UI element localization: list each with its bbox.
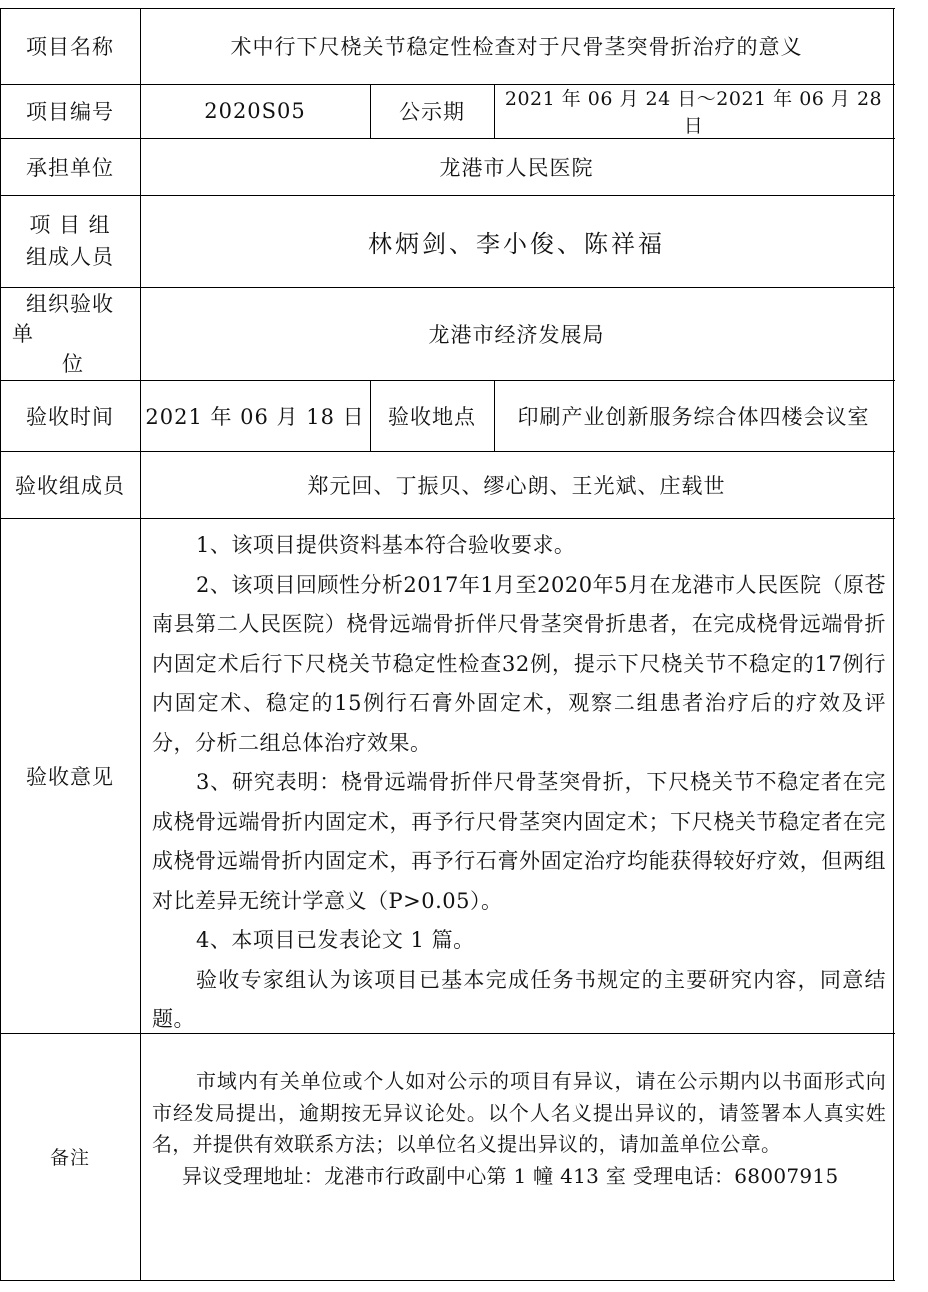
undertaking-unit-value: 龙港市人民医院 (439, 155, 594, 180)
remarks-text (152, 1066, 886, 1192)
opinion-conclusion: 验收专家组认为该项目已基本完成任务书规定的主要研究内容，同意结题。 (152, 967, 886, 1031)
publicity-period-value: 2021 年 06 月 24 日～2021 年 06 月 28 日 (504, 88, 883, 137)
acceptance-org-label-line3: 位 (62, 351, 84, 376)
team-members-label-line1: 项 目 组 (29, 213, 111, 237)
objection-address: 异议受理地址：龙港市行政副中心第 1 幢 413 室 受理电话：68007915 (182, 1163, 839, 1188)
acceptance-time-label: 验收时间 (26, 404, 114, 429)
project-number-label: 项目编号 (26, 100, 114, 124)
opinion-paragraph-1: 1、该项目提供资料基本符合验收要求。 (196, 533, 576, 557)
opinion-paragraph-3: 3、研究表明：桡骨远端骨折伴尺骨茎突骨折，下尺桡关节不稳定者在完成桡骨远端骨折内固定术，再予行尺骨茎突内固定术；下尺桡关节稳定者在完成桡骨远端骨折内固定术，再予行石膏外固定治疗均能获得较好疗效，但两组对比差异无统计学意义（P>0.05）。 (152, 770, 886, 913)
acceptance-org-value: 龙港市经济发展局 (428, 322, 605, 347)
undertaking-unit-label: 承担单位 (26, 155, 114, 180)
opinion-paragraph-4: 4、本项目已发表论文 1 篇。 (196, 928, 475, 952)
acceptance-time-value: 2021 年 06 月 18 日 (145, 404, 365, 429)
remarks-label: 备注 (49, 1147, 90, 1169)
acceptance-members-label: 验收组成员 (15, 473, 125, 498)
acceptance-opinion-label: 验收意见 (26, 764, 114, 789)
acceptance-org-label-line2: 单 (12, 321, 34, 346)
team-members-label (0, 195, 140, 287)
acceptance-opinion-text (152, 526, 886, 1040)
team-members-label-line2: 组成人员 (26, 245, 114, 269)
team-members-value: 林炳剑、李小俊、陈祥福 (368, 229, 665, 258)
project-name-label: 项目名称 (26, 35, 114, 59)
acceptance-org-label (0, 287, 140, 380)
project-number-value: 2020S05 (204, 99, 306, 123)
acceptance-org-label-line1: 组织验收 (26, 291, 114, 316)
acceptance-place-value: 印刷产业创新服务综合体四楼会议室 (517, 404, 870, 429)
acceptance-members-value: 郑元回、丁振贝、缪心朗、王光斌、庄载世 (307, 473, 726, 498)
remarks-paragraph: 市域内有关单位或个人如对公示的项目有异议，请在公示期内以书面形式向市经发局提出，逾期按无异议论处。以个人名义提出异议的，请签署本人真实姓名，并提供有效联系方法；以单位名义提出异议的，请加盖单位公章。 (152, 1069, 886, 1156)
project-name-value: 术中行下尺桡关节稳定性检查对于尺骨茎突骨折治疗的意义 (230, 35, 803, 59)
acceptance-place-label: 验收地点 (388, 404, 476, 429)
publicity-period-label: 公示期 (399, 100, 465, 124)
opinion-paragraph-2: 2、该项目回顾性分析2017年1月至2020年5月在龙港市人民医院（原苍南县第二人民医院）桡骨远端骨折伴尺骨茎突骨折患者，在完成桡骨远端骨折内固定术后行下尺桡关节稳定性检查32例，提示下尺桡关节不稳定的17例行内固定术、稳定的15例行石膏外固定术，观察二组患者治疗后的疗效及评分，分析二组总体治疗效果。 (152, 572, 886, 755)
